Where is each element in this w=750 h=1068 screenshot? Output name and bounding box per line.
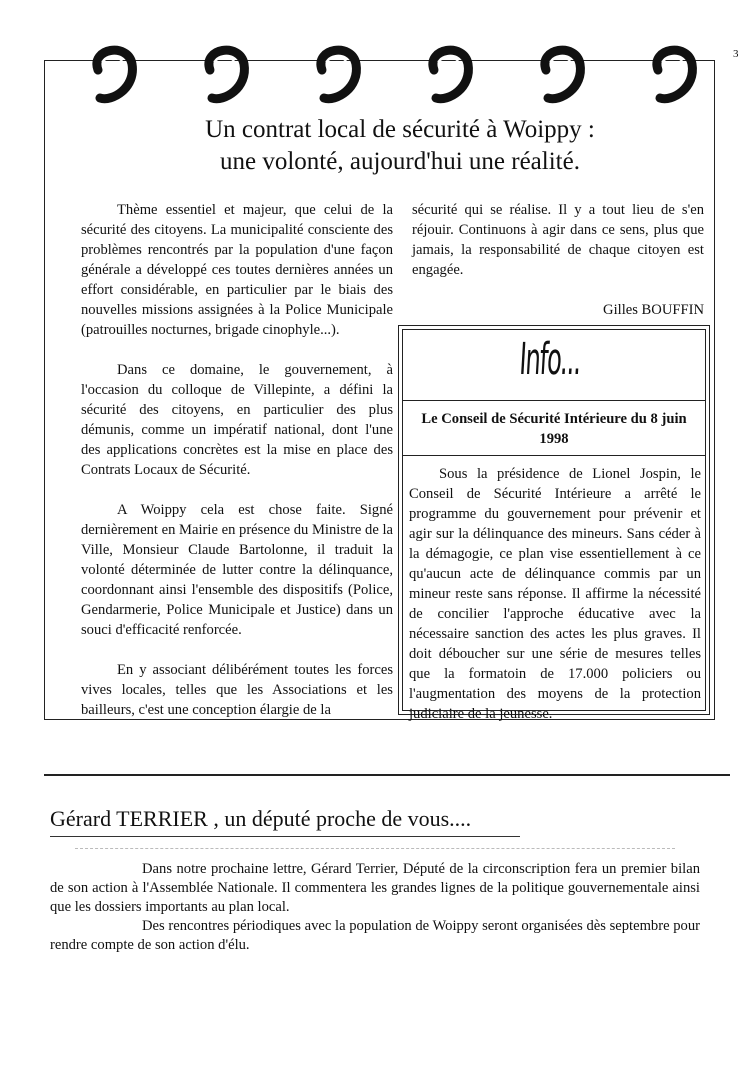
spiral-ring-icon — [528, 40, 598, 110]
article-paragraph: Thème essentiel et majeur, que celui de la sécurité des citoyens. La municipalité consciente des problèmes rencontrés par la population d'une façon générale a développé ces toutes dernières années un effort considérable, en particulier par le biais des nouvelles missions assignées à la Police Municipale (patrouilles nocturnes, brigade cinophyle...). — [81, 202, 393, 338]
page-number: 3 — [733, 48, 739, 60]
spiral-binding — [56, 40, 716, 110]
info-box-body: Sous la présidence de Lionel Jospin, le Conseil de Sécurité Intérieure a arrêté le programme du gouvernement pour prévenir et agir sur la délinquance des mineurs. Sans céder à la démagogie, ce plan vise essentiellement à ce qu'aucun acte de délinquance commis par un mineur reste sans réponse. Il affirme la nécessité de concilier l'approche éducative avec la nécessaire sanction des actes les plus graves. Il doit déboucher sur une série de mesures telles que la formatoin de 17.000 policiers ou l'augmentation des moyens de la protection judiciaire de la jeunesse. — [409, 466, 701, 722]
info-box — [398, 325, 710, 722]
article-paragraph: A Woippy cela est chose faite. Signé dernièrement en Mairie en présence du Ministre de la Ville, Monsieur Claude Bartolonne, il traduit la volonté déterminée de lutter contre la délinquance, coordonnant ainsi l'ensemble des dispositifs (Police, Gendarmerie, Police Municipale et Justice) dans un souci d'efficacité renforcée. — [81, 502, 394, 638]
article-paragraph: Dans ce domaine, le gouvernement, à l'occasion du colloque de Villepinte, a défini la sécurité des citoyens, en particulier des plus démunis, comme un impératif national, dont l'une des applications concrètes est la mise en place des Contrats Locaux de Sécurité. — [81, 362, 393, 478]
spiral-ring-icon — [192, 40, 262, 110]
heading-underline — [50, 836, 520, 837]
headline-line-1: Un contrat local de sécurité à Woippy : — [205, 116, 595, 143]
info-logo — [403, 330, 705, 401]
headline-line-2: une volonté, aujourd'hui une réalité. — [220, 148, 580, 175]
info-box-title: Le Conseil de Sécurité Intérieure du 8 juin 1998 — [403, 401, 705, 456]
spiral-ring-icon — [640, 40, 710, 110]
spiral-ring-icon — [80, 40, 150, 110]
spiral-ring-icon — [416, 40, 486, 110]
article-paragraph: En y associant délibérément toutes les forces vives locales, telles que les Associations et les bailleurs, c'est une conception élargie de la — [81, 662, 393, 718]
section-paragraph: Dans notre prochaine lettre, Gérard Terrier, Député de la circonscription fera un premier bilan de son action à l'Assemblée Nationale. Il commentera les grandes lignes de la politique gouvernementale ainsi que les dossiers importants au plan local. — [50, 861, 700, 915]
article-left-column — [81, 200, 393, 720]
section-paragraph: Des rencontres périodiques avec la population de Woippy seront organisées dès septembre pour rendre compte de son action d'élu. — [50, 918, 700, 953]
info-logo-text: Info... — [518, 334, 582, 385]
section-heading: Gérard TERRIER , un député proche de vous.... — [50, 806, 472, 831]
article-signature: Gilles BOUFFIN — [603, 302, 704, 318]
article-paragraph: sécurité qui se réalise. Il y a tout lieu de s'en réjouir. Continuons à agir dans ce sens, plus que jamais, la responsabilité de chaque citoyen est engagée. — [412, 202, 704, 278]
headline — [120, 114, 680, 178]
spiral-ring-icon — [304, 40, 374, 110]
section-body — [50, 860, 700, 955]
section-divider — [44, 774, 730, 776]
info-box-inner — [402, 329, 706, 722]
faint-divider — [75, 848, 675, 850]
article-right-column — [412, 200, 704, 320]
